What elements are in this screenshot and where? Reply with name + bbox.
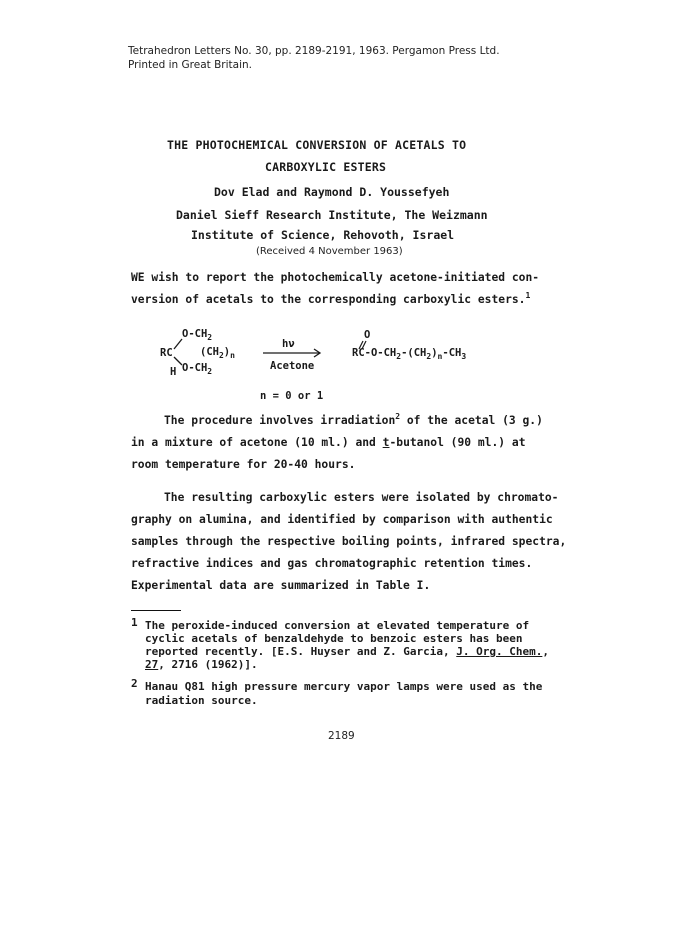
reactant-o-ch2-bottom: $O-CH_2$ — [182, 362, 213, 376]
reactant-h: H — [170, 366, 177, 378]
ref-2-superscript: 2 — [395, 412, 401, 422]
para1-line3: room temperature for 20-40 hours. — [131, 458, 356, 471]
paper-title-line2: CARBOXYLIC ESTERS — [265, 160, 387, 174]
journal-header-line2: Printed in Great Britain. — [128, 59, 252, 71]
product-carbonyl-o: O — [364, 329, 371, 341]
bond-top — [174, 339, 182, 349]
affiliation-line2: Institute of Science, Rehovoth, Israel — [191, 228, 455, 242]
footnote-1-mark: 1 — [131, 616, 138, 629]
received-date: (Received 4 November 1963) — [256, 246, 403, 257]
arrow-label-hv: hν — [282, 338, 295, 350]
ref-1-superscript: 1 — [525, 291, 531, 301]
product-formula: $RC-O-CH_2-(CH_2)_n-CH_3$ — [352, 347, 467, 361]
footnote-2-line1: Hanau Q81 high pressure mercury vapor lamps were used as the — [145, 680, 543, 693]
para2-line2: graphy on alumina, and identified by comparison with authentic — [131, 513, 553, 526]
para2-line3: samples through the respective boiling points, infrared spectra, — [131, 535, 567, 548]
para1-line1: The procedure involves irradiation$^2$ of the acetal (3 g.) — [164, 412, 543, 427]
footnote-1-line2: cyclic acetals of benzaldehyde to benzoic esters has been — [145, 632, 523, 645]
para2-line4: refractive indices and gas chromatographic retention times. — [131, 557, 533, 570]
paper-title-line1: THE PHOTOCHEMICAL CONVERSION OF ACETALS TO — [167, 138, 467, 152]
reaction-scheme — [160, 325, 520, 405]
arrow-label-acetone: Acetone — [270, 360, 315, 372]
para2-line5: Experimental data are summarized in Table I. — [131, 579, 431, 592]
authors: Dov Elad and Raymond D. Youssefyeh — [214, 185, 450, 199]
footnote-1-line4: 27, 2716 (1962)]. — [145, 658, 258, 671]
bond-bottom — [174, 357, 182, 365]
intro-line1: WE wish to report the photochemically acetone-initiated con- — [131, 271, 540, 284]
reactant-rc: RC — [160, 347, 173, 359]
intro-line2: version of acetals to the corresponding carboxylic esters.$^1$ — [131, 291, 531, 306]
n-values: n = 0 or 1 — [260, 390, 324, 402]
para2-line1: The resulting carboxylic esters were isolated by chromato- — [164, 491, 559, 504]
page-number: 2189 — [328, 730, 355, 742]
footnote-rule — [131, 610, 181, 611]
para1-line2: in a mixture of acetone (10 ml.) and t-butanol (90 ml.) at — [131, 436, 526, 449]
reactant-o-ch2-top: $O-CH_2$ — [182, 328, 213, 342]
footnote-1-line1: The peroxide-induced conversion at elevated temperature of — [145, 619, 530, 632]
footnote-1-line3: reported recently. [E.S. Huyser and Z. Garcia, J. Org. Chem., — [145, 645, 549, 658]
footnote-2-line2: radiation source. — [145, 694, 258, 707]
journal-header-line1: Tetrahedron Letters No. 30, pp. 2189-2191, 1963. Pergamon Press Ltd. — [128, 45, 500, 57]
footnote-2-mark: 2 — [131, 677, 138, 690]
reactant-ch2n: $(CH_2)_n$ — [200, 346, 235, 360]
affiliation-line1: Daniel Sieff Research Institute, The Weizmann — [176, 208, 488, 222]
